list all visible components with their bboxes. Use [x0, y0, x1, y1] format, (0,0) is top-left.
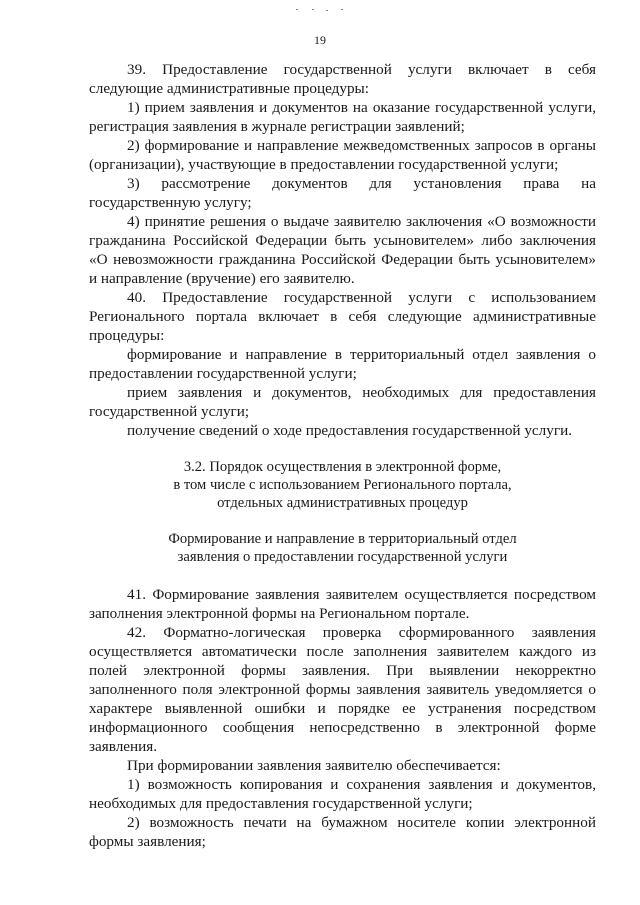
paragraph-39-item-2: 2) формирование и направление межведомственных запросов в органы (организации), участвующие в предоставлении государственной услуги;: [89, 137, 596, 173]
scan-speck: [312, 9, 314, 10]
subsection-heading: [89, 530, 596, 566]
subsection-heading-line: заявления о предоставлении государственной услуги: [177, 549, 508, 565]
paragraph-42: 42. Форматно-логическая проверка сформированного заявления осуществляется автоматически после заполнения заявителем каждого из полей электронной формы заявления. При выявлении некорректно заполненного поля электронной формы заявления заявитель уведомляется о характере выявленной ошибки и порядке ее устранения посредством информационного сообщения непосредственно в электронной форме заявления.: [89, 624, 596, 755]
paragraph-40-item-1: формирование и направление в территориальный отдел заявления о предоставлении государственной услуги;: [89, 346, 596, 382]
section-heading: [89, 458, 596, 512]
paragraph-40-item-3: получение сведений о ходе предоставления государственной услуги.: [127, 422, 572, 439]
paragraph-39-item-3: 3) рассмотрение документов для установления права на государственную услугу;: [89, 175, 596, 211]
scan-speck: [296, 9, 298, 10]
scan-speck: [326, 10, 328, 11]
paragraph-41: 41. Формирование заявления заявителем осуществляется посредством заполнения электронной формы на Региональном портале.: [89, 586, 596, 622]
paragraph-39: 39. Предоставление государственной услуги включает в себя следующие административные процедуры:: [89, 61, 596, 97]
scan-speck: [341, 9, 343, 10]
document-body: [89, 60, 596, 851]
paragraph-39-item-1: 1) прием заявления и документов на оказание государственной услуги, регистрация заявления в журнале регистрации заявлений;: [89, 99, 596, 135]
paragraph-42-item-1: 1) возможность копирования и сохранения заявления и документов, необходимых для предоставления государственной услуги;: [89, 776, 596, 812]
subsection-heading-line: Формирование и направление в территориальный отдел: [168, 531, 517, 547]
paragraph-39-item-4: 4) принятие решения о выдаче заявителю заключения «О возможности гражданина Российской Федерации быть усыновителем» либо заключения «О невозможности гражданина Российской Федерации быть усыновителем» и направление (вручение) его заявителю.: [89, 213, 596, 287]
page-number: 19: [314, 33, 326, 47]
paragraph-40: 40. Предоставление государственной услуги с использованием Регионального портала включает в себя следующие административные процедуры:: [89, 289, 596, 344]
paragraph-42-intro: При формировании заявления заявителю обеспечивается:: [127, 757, 501, 774]
section-heading-line: 3.2. Порядок осуществления в электронной форме,: [183, 459, 502, 475]
paragraph-40-item-2: прием заявления и документов, необходимых для предоставления государственной услуги;: [89, 384, 596, 420]
section-heading-line: в том числе с использованием Регионального портала,: [173, 477, 512, 493]
paragraph-42-item-2: 2) возможность печати на бумажном носителе копии электронной формы заявления;: [89, 814, 596, 850]
section-heading-line: отдельных административных процедур: [217, 495, 468, 511]
